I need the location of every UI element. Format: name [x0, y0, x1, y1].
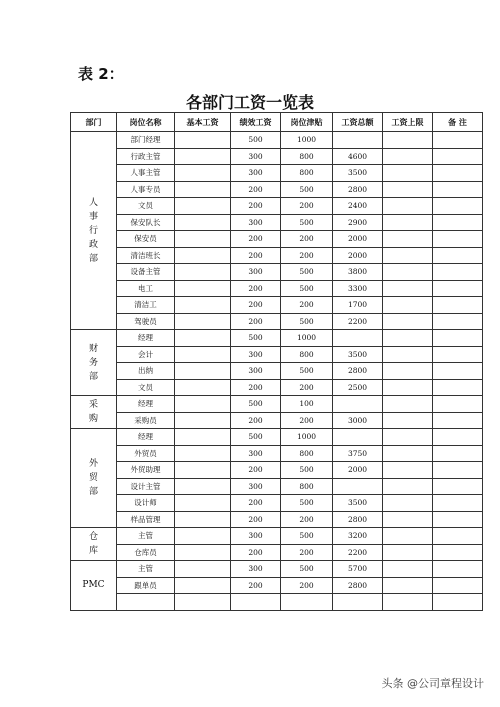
performance-pay-cell: 300	[231, 214, 281, 231]
remarks-cell	[433, 231, 483, 248]
salary-cap-cell	[383, 429, 433, 446]
remarks-cell	[433, 561, 483, 578]
total-salary-cell	[333, 429, 383, 446]
base-salary-cell	[175, 346, 231, 363]
performance-pay-cell: 200	[231, 181, 281, 198]
remarks-cell	[433, 346, 483, 363]
position-cell: 文员	[117, 379, 175, 396]
table-row	[71, 478, 483, 495]
total-salary-cell: 4600	[333, 148, 383, 165]
allowance-cell: 500	[281, 561, 333, 578]
header-cell: 岗位名称	[117, 113, 175, 132]
total-salary-cell: 3000	[333, 412, 383, 429]
allowance-cell: 800	[281, 478, 333, 495]
allowance-cell: 500	[281, 462, 333, 479]
salary-cap-cell	[383, 412, 433, 429]
total-salary-cell: 2000	[333, 231, 383, 248]
position-cell: 驾驶员	[117, 313, 175, 330]
performance-pay-cell: 300	[231, 346, 281, 363]
allowance-cell: 500	[281, 313, 333, 330]
position-cell: 主管	[117, 561, 175, 578]
table-row	[71, 165, 483, 182]
allowance-cell: 200	[281, 544, 333, 561]
total-salary-cell: 3800	[333, 264, 383, 281]
remarks-cell	[433, 330, 483, 347]
remarks-cell	[433, 280, 483, 297]
allowance-cell: 500	[281, 363, 333, 380]
total-salary-cell	[333, 478, 383, 495]
position-cell: 经理	[117, 330, 175, 347]
table-row	[71, 313, 483, 330]
table-row	[71, 396, 483, 413]
base-salary-cell	[175, 198, 231, 215]
performance-pay-cell: 200	[231, 462, 281, 479]
table-row	[71, 231, 483, 248]
position-cell: 会计	[117, 346, 175, 363]
position-cell: 部门经理	[117, 132, 175, 149]
base-salary-cell	[175, 214, 231, 231]
remarks-cell	[433, 198, 483, 215]
position-cell: 设计师	[117, 495, 175, 512]
base-salary-cell	[175, 396, 231, 413]
allowance-cell	[281, 594, 333, 611]
total-salary-cell: 2800	[333, 511, 383, 528]
salary-cap-cell	[383, 214, 433, 231]
table-row	[71, 445, 483, 462]
allowance-cell: 500	[281, 264, 333, 281]
base-salary-cell	[175, 132, 231, 149]
position-cell: 设备主管	[117, 264, 175, 281]
remarks-cell	[433, 511, 483, 528]
allowance-cell: 800	[281, 148, 333, 165]
salary-cap-cell	[383, 231, 433, 248]
position-cell: 外贸助理	[117, 462, 175, 479]
table-row	[71, 363, 483, 380]
salary-cap-cell	[383, 396, 433, 413]
performance-pay-cell: 500	[231, 396, 281, 413]
table-row	[71, 280, 483, 297]
header-row	[71, 113, 483, 132]
table-label: 表 2：	[78, 65, 124, 83]
position-cell: 出纳	[117, 363, 175, 380]
base-salary-cell	[175, 181, 231, 198]
table-row	[71, 181, 483, 198]
table-row	[71, 198, 483, 215]
performance-pay-cell: 200	[231, 412, 281, 429]
total-salary-cell	[333, 132, 383, 149]
remarks-cell	[433, 313, 483, 330]
total-salary-cell: 3500	[333, 495, 383, 512]
salary-cap-cell	[383, 379, 433, 396]
remarks-cell	[433, 412, 483, 429]
total-salary-cell: 2200	[333, 544, 383, 561]
position-cell: 设计主管	[117, 478, 175, 495]
remarks-cell	[433, 478, 483, 495]
performance-pay-cell: 300	[231, 528, 281, 545]
salary-cap-cell	[383, 561, 433, 578]
position-cell: 清洁工	[117, 297, 175, 314]
remarks-cell	[433, 594, 483, 611]
performance-pay-cell: 200	[231, 313, 281, 330]
remarks-cell	[433, 396, 483, 413]
allowance-cell: 200	[281, 247, 333, 264]
performance-pay-cell: 200	[231, 280, 281, 297]
header-cell: 工资总额	[333, 113, 383, 132]
salary-cap-cell	[383, 247, 433, 264]
base-salary-cell	[175, 594, 231, 611]
allowance-cell: 200	[281, 511, 333, 528]
salary-cap-cell	[383, 313, 433, 330]
base-salary-cell	[175, 231, 231, 248]
salary-cap-cell	[383, 528, 433, 545]
department-cell: 仓 库	[71, 528, 117, 561]
base-salary-cell	[175, 445, 231, 462]
allowance-cell: 100	[281, 396, 333, 413]
position-cell: 人事专员	[117, 181, 175, 198]
salary-cap-cell	[383, 181, 433, 198]
allowance-cell: 200	[281, 297, 333, 314]
department-cell: 人 事 行 政 部	[71, 132, 117, 330]
salary-cap-cell	[383, 346, 433, 363]
table-row	[71, 264, 483, 281]
remarks-cell	[433, 264, 483, 281]
remarks-cell	[433, 379, 483, 396]
base-salary-cell	[175, 264, 231, 281]
performance-pay-cell: 200	[231, 297, 281, 314]
salary-cap-cell	[383, 198, 433, 215]
salary-cap-cell	[383, 280, 433, 297]
total-salary-cell: 2200	[333, 313, 383, 330]
table-row	[71, 528, 483, 545]
remarks-cell	[433, 132, 483, 149]
position-cell: 电工	[117, 280, 175, 297]
allowance-cell: 200	[281, 412, 333, 429]
remarks-cell	[433, 544, 483, 561]
salary-cap-cell	[383, 462, 433, 479]
table-row	[71, 412, 483, 429]
salary-cap-cell	[383, 495, 433, 512]
table-row	[71, 462, 483, 479]
base-salary-cell	[175, 363, 231, 380]
performance-pay-cell: 500	[231, 330, 281, 347]
allowance-cell: 200	[281, 231, 333, 248]
base-salary-cell	[175, 379, 231, 396]
performance-pay-cell: 500	[231, 132, 281, 149]
salary-cap-cell	[383, 511, 433, 528]
performance-pay-cell: 200	[231, 495, 281, 512]
allowance-cell: 500	[281, 214, 333, 231]
document-title: 各部门工资一览表	[185, 93, 314, 112]
header-cell: 绩效工资	[231, 113, 281, 132]
base-salary-cell	[175, 313, 231, 330]
position-cell: 行政主管	[117, 148, 175, 165]
performance-pay-cell: 300	[231, 264, 281, 281]
total-salary-cell: 3500	[333, 346, 383, 363]
allowance-cell: 500	[281, 528, 333, 545]
total-salary-cell: 2900	[333, 214, 383, 231]
remarks-cell	[433, 363, 483, 380]
base-salary-cell	[175, 462, 231, 479]
table-row	[71, 594, 483, 611]
base-salary-cell	[175, 511, 231, 528]
base-salary-cell	[175, 478, 231, 495]
position-cell: 跟单员	[117, 577, 175, 594]
total-salary-cell: 2800	[333, 363, 383, 380]
table-row	[71, 429, 483, 446]
allowance-cell: 200	[281, 577, 333, 594]
allowance-cell: 1000	[281, 132, 333, 149]
remarks-cell	[433, 165, 483, 182]
allowance-cell: 500	[281, 495, 333, 512]
salary-cap-cell	[383, 297, 433, 314]
salary-cap-cell	[383, 148, 433, 165]
table-row	[71, 297, 483, 314]
allowance-cell: 800	[281, 165, 333, 182]
department-cell: PMC	[71, 561, 117, 611]
base-salary-cell	[175, 528, 231, 545]
base-salary-cell	[175, 577, 231, 594]
total-salary-cell: 1700	[333, 297, 383, 314]
table-row	[71, 330, 483, 347]
table-row	[71, 544, 483, 561]
performance-pay-cell: 200	[231, 231, 281, 248]
total-salary-cell: 2400	[333, 198, 383, 215]
total-salary-cell: 2800	[333, 577, 383, 594]
total-salary-cell: 2000	[333, 247, 383, 264]
remarks-cell	[433, 528, 483, 545]
performance-pay-cell: 200	[231, 544, 281, 561]
remarks-cell	[433, 214, 483, 231]
salary-cap-cell	[383, 594, 433, 611]
allowance-cell: 800	[281, 445, 333, 462]
position-cell: 经理	[117, 396, 175, 413]
table-row	[71, 495, 483, 512]
allowance-cell: 200	[281, 379, 333, 396]
position-cell: 外贸员	[117, 445, 175, 462]
base-salary-cell	[175, 330, 231, 347]
salary-cap-cell	[383, 330, 433, 347]
base-salary-cell	[175, 297, 231, 314]
header-cell: 备 注	[433, 113, 483, 132]
total-salary-cell	[333, 594, 383, 611]
position-cell: 采购员	[117, 412, 175, 429]
position-cell: 人事主管	[117, 165, 175, 182]
salary-table	[70, 112, 483, 611]
base-salary-cell	[175, 412, 231, 429]
allowance-cell: 200	[281, 198, 333, 215]
base-salary-cell	[175, 280, 231, 297]
table-row	[71, 561, 483, 578]
salary-cap-cell	[383, 577, 433, 594]
performance-pay-cell: 500	[231, 429, 281, 446]
position-cell: 经理	[117, 429, 175, 446]
total-salary-cell: 5700	[333, 561, 383, 578]
performance-pay-cell: 300	[231, 445, 281, 462]
performance-pay-cell	[231, 594, 281, 611]
remarks-cell	[433, 445, 483, 462]
total-salary-cell: 3200	[333, 528, 383, 545]
total-salary-cell: 3750	[333, 445, 383, 462]
base-salary-cell	[175, 561, 231, 578]
position-cell: 仓库员	[117, 544, 175, 561]
base-salary-cell	[175, 165, 231, 182]
remarks-cell	[433, 247, 483, 264]
salary-cap-cell	[383, 445, 433, 462]
header-cell: 基本工资	[175, 113, 231, 132]
remarks-cell	[433, 297, 483, 314]
performance-pay-cell: 200	[231, 577, 281, 594]
total-salary-cell: 2500	[333, 379, 383, 396]
performance-pay-cell: 300	[231, 148, 281, 165]
remarks-cell	[433, 462, 483, 479]
table-row	[71, 214, 483, 231]
salary-cap-cell	[383, 478, 433, 495]
performance-pay-cell: 200	[231, 198, 281, 215]
base-salary-cell	[175, 544, 231, 561]
header-cell: 工资上限	[383, 113, 433, 132]
total-salary-cell: 2800	[333, 181, 383, 198]
remarks-cell	[433, 577, 483, 594]
total-salary-cell: 3300	[333, 280, 383, 297]
salary-cap-cell	[383, 132, 433, 149]
position-cell: 保安队长	[117, 214, 175, 231]
total-salary-cell: 3500	[333, 165, 383, 182]
position-cell	[117, 594, 175, 611]
position-cell: 保安员	[117, 231, 175, 248]
allowance-cell: 800	[281, 346, 333, 363]
source-watermark: 头条 @公司章程设计	[381, 677, 484, 690]
performance-pay-cell: 300	[231, 478, 281, 495]
total-salary-cell	[333, 330, 383, 347]
remarks-cell	[433, 495, 483, 512]
performance-pay-cell: 200	[231, 511, 281, 528]
position-cell: 文员	[117, 198, 175, 215]
salary-cap-cell	[383, 165, 433, 182]
allowance-cell: 500	[281, 181, 333, 198]
base-salary-cell	[175, 429, 231, 446]
position-cell: 清洁班长	[117, 247, 175, 264]
performance-pay-cell: 300	[231, 165, 281, 182]
allowance-cell: 1000	[281, 429, 333, 446]
position-cell: 样品管理	[117, 511, 175, 528]
base-salary-cell	[175, 247, 231, 264]
department-cell: 外 贸 部	[71, 429, 117, 528]
table-row	[71, 148, 483, 165]
allowance-cell: 500	[281, 280, 333, 297]
table-row	[71, 379, 483, 396]
performance-pay-cell: 200	[231, 247, 281, 264]
remarks-cell	[433, 181, 483, 198]
table-row	[71, 132, 483, 149]
table-row	[71, 577, 483, 594]
table-row	[71, 511, 483, 528]
header-cell: 岗位津贴	[281, 113, 333, 132]
performance-pay-cell: 300	[231, 561, 281, 578]
department-cell: 财 务 部	[71, 330, 117, 396]
table-row	[71, 346, 483, 363]
header-cell: 部门	[71, 113, 117, 132]
performance-pay-cell: 300	[231, 363, 281, 380]
total-salary-cell: 2000	[333, 462, 383, 479]
salary-cap-cell	[383, 544, 433, 561]
table-row	[71, 247, 483, 264]
base-salary-cell	[175, 495, 231, 512]
allowance-cell: 1000	[281, 330, 333, 347]
total-salary-cell	[333, 396, 383, 413]
base-salary-cell	[175, 148, 231, 165]
position-cell: 主管	[117, 528, 175, 545]
remarks-cell	[433, 148, 483, 165]
performance-pay-cell: 200	[231, 379, 281, 396]
salary-cap-cell	[383, 363, 433, 380]
department-cell: 采 购	[71, 396, 117, 429]
remarks-cell	[433, 429, 483, 446]
salary-cap-cell	[383, 264, 433, 281]
